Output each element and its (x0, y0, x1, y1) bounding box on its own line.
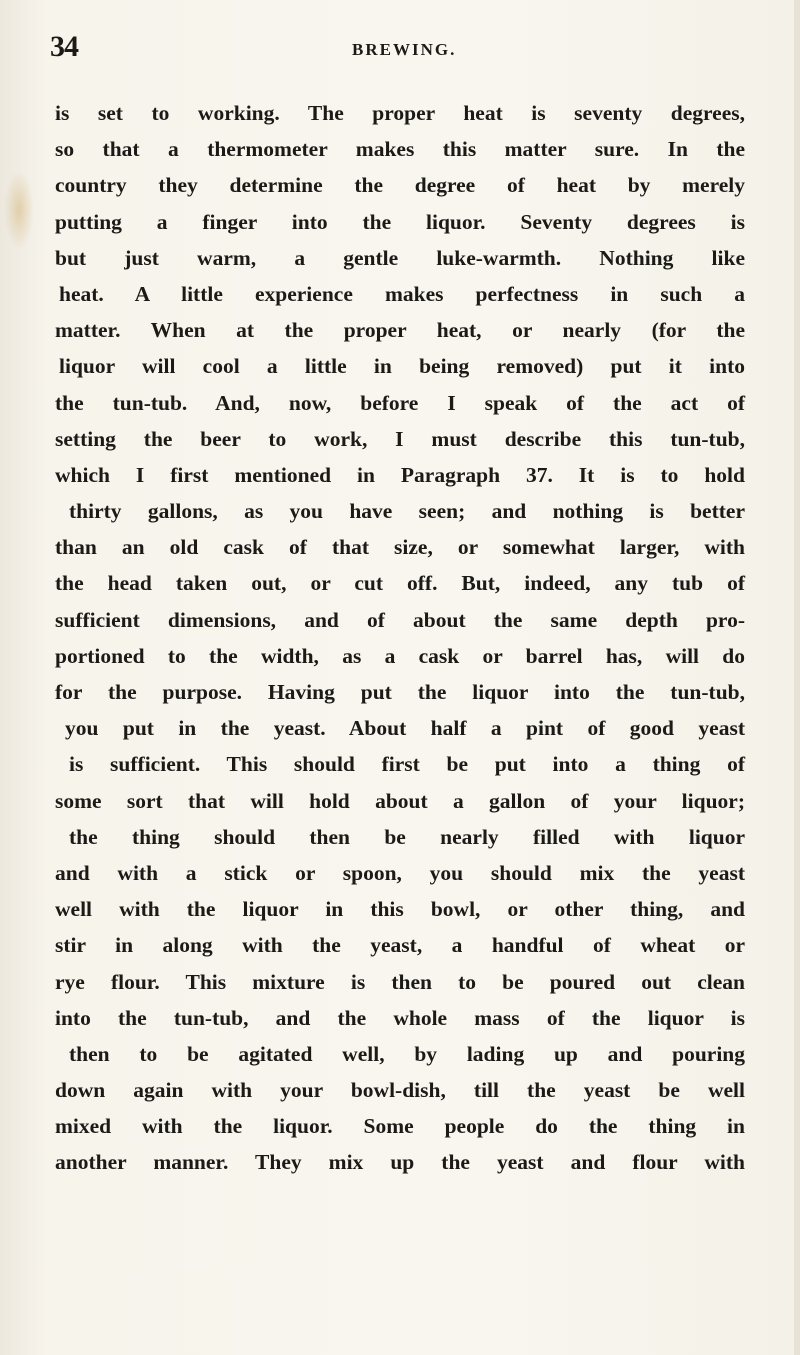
text-line: you put in the yeast. About half a pint of good yeast (65, 716, 745, 741)
page-edge (794, 0, 800, 1355)
text-line: liquor will cool a little in being removed) put it into (59, 354, 745, 379)
text-line: portioned to the width, as a cask or barrel has, will do (55, 643, 745, 668)
text-line: into the tun-tub, and the whole mass of the liquor is (55, 1005, 745, 1030)
text-line: sufficient dimensions, and of about the same depth pro- (55, 607, 745, 632)
text-line: well with the liquor in this bowl, or other thing, and (55, 897, 745, 922)
running-head: BREWING. (352, 40, 457, 59)
text-line: setting the beer to work, I must describe this tun-tub, (55, 426, 745, 451)
page-number: 34 (50, 30, 78, 63)
text-line: for the purpose. Having put the liquor into the tun-tub, (55, 680, 745, 704)
text-line: another manner. They mix up the yeast and flour with (55, 1150, 745, 1175)
text-line: some sort that will hold about a gallon of your liquor; (55, 788, 745, 813)
text-line: heat. A little experience makes perfectness in such a (59, 281, 745, 306)
text-line: then to be agitated well, by lading up and pouring (69, 1041, 745, 1066)
text-line: country they determine the degree of heat by merely (55, 173, 745, 198)
text-line: is sufficient. This should first be put into a thing of (69, 752, 745, 777)
text-line: but just warm, a gentle luke-warmth. Nothing like (55, 245, 745, 270)
text-line: the tun-tub. And, now, before I speak of the act of (55, 390, 745, 415)
text-line: and with a stick or spoon, you should mix the yeast (55, 860, 745, 885)
text-line: the thing should then be nearly filled with liquor (69, 824, 745, 849)
text-line: rye flour. This mixture is then to be poured out clean (55, 969, 745, 994)
text-line: putting a finger into the liquor. Seventy degrees is (55, 209, 745, 234)
page-header (50, 30, 750, 80)
text-line: mixed with the liquor. Some people do the thing in (55, 1114, 745, 1139)
text-line: thirty gallons, as you have seen; and nothing is better (69, 499, 745, 524)
text-line: matter. When at the proper heat, or nearly (for the (55, 318, 745, 343)
paper-stain (4, 170, 34, 250)
body-text (55, 95, 745, 1181)
text-line: the head taken out, or cut off. But, indeed, any tub of (55, 571, 745, 596)
text-line: is set to working. The proper heat is seventy degrees, (55, 101, 745, 125)
text-line: which I first mentioned in Paragraph 37. It is to hold (55, 462, 745, 487)
text-line: so that a thermometer makes this matter sure. In the (55, 137, 745, 162)
text-line: stir in along with the yeast, a handful of wheat or (55, 933, 745, 958)
text-line: than an old cask of that size, or somewhat larger, with (55, 535, 745, 560)
text-line: down again with your bowl-dish, till the yeast be well (55, 1078, 745, 1103)
